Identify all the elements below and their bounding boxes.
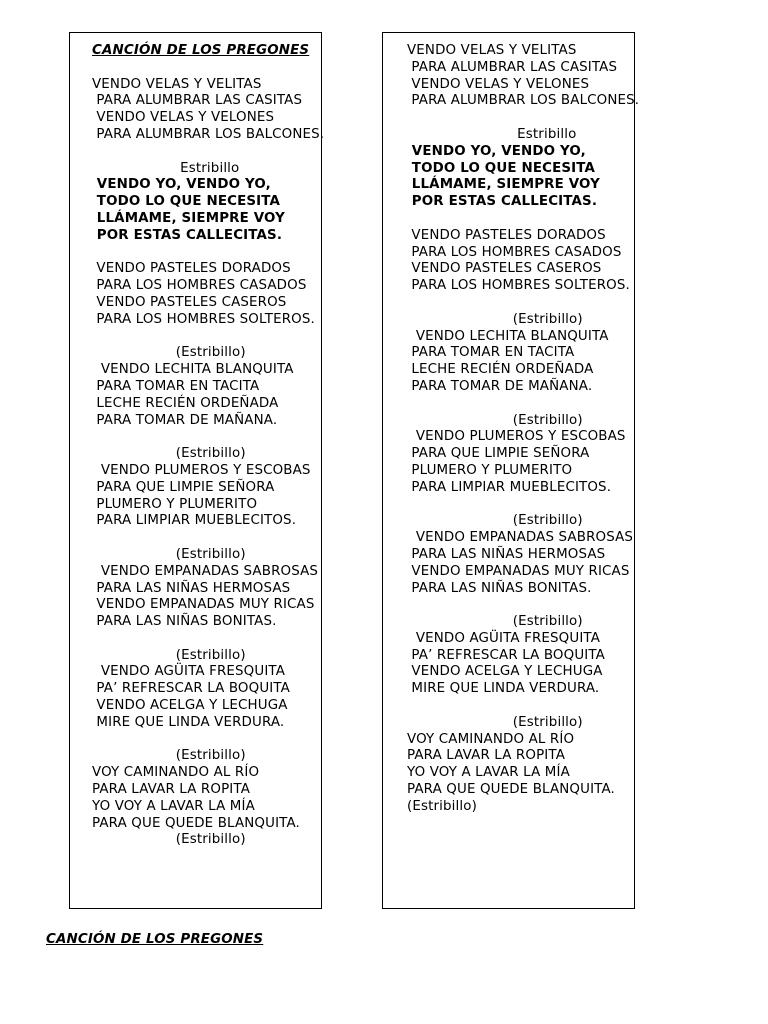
lyric-line: VENDO VELAS Y VELONES: [407, 76, 590, 92]
lyric-line: PARA ALUMBRAR LOS BALCONES.: [92, 126, 325, 142]
chorus-marker: (Estribillo): [92, 446, 246, 462]
stanza-spacer: [92, 429, 324, 446]
chorus-marker: (Estribillo): [92, 748, 246, 764]
lyric-line: PARA LAS NIÑAS BONITAS.: [92, 614, 277, 630]
chorus-line: TODO LO QUE NECESITA: [407, 160, 596, 176]
lyric-line: PARA LAS NIÑAS HERMOSAS: [92, 580, 291, 596]
chorus-marker: (Estribillo): [92, 345, 246, 361]
right-song-lyrics: [407, 43, 639, 816]
lyric-line: VOY CAMINANDO AL RÍO: [92, 765, 260, 781]
chorus-marker: (Estribillo): [407, 311, 583, 327]
lyric-line: PARA LAVAR LA ROPITA: [407, 748, 566, 764]
lyric-line: MIRE QUE LINDA VERDURA.: [92, 714, 285, 730]
lyric-line: PARA QUE QUEDE BLANQUITA.: [92, 815, 300, 831]
lyric-line: PARA ALUMBRAR LAS CASITAS: [92, 93, 303, 109]
lyric-line: PARA QUE LIMPIE SEÑORA: [407, 446, 590, 462]
lyric-line: YO VOY A LAVAR LA MÍA: [407, 765, 570, 781]
left-song-lyrics: [92, 43, 324, 849]
lyric-line: YO VOY A LAVAR LA MÍA: [92, 798, 255, 814]
lyric-line: PARA LOS HOMBRES CASADOS: [407, 244, 622, 260]
stanza-spacer: [407, 396, 639, 413]
stanza-spacer: [407, 211, 639, 228]
chorus-line: POR ESTAS CALLECITAS.: [92, 227, 283, 243]
lyric-line: VENDO VELAS Y VELITAS: [407, 43, 577, 58]
lyric-line: VENDO EMPANADAS SABROSAS: [407, 530, 634, 546]
chorus-marker: Estribillo: [407, 126, 577, 142]
chorus-marker: (Estribillo): [92, 832, 246, 848]
lyric-line: PARA QUE LIMPIE SEÑORA: [92, 479, 275, 495]
lyric-line: PARA TOMAR EN TACITA: [407, 345, 575, 361]
lyric-line: PARA LOS HOMBRES SOLTEROS.: [407, 278, 630, 294]
chorus-marker: (Estribillo): [92, 647, 246, 663]
stanza-spacer: [407, 597, 639, 614]
lyric-line: VENDO LECHITA BLANQUITA: [407, 328, 609, 344]
lyric-line: LECHE RECIÉN ORDEÑADA: [92, 395, 279, 411]
lyric-line: PARA LIMPIAR MUEBLECITOS.: [92, 513, 297, 529]
lyric-line: LECHE RECIÉN ORDEÑADA: [407, 362, 594, 378]
lyric-line: PARA LAS NIÑAS BONITAS.: [407, 580, 592, 596]
lyric-line: PARA ALUMBRAR LOS BALCONES.: [407, 93, 640, 109]
chorus-marker: (Estribillo): [407, 798, 478, 814]
chorus-line: TODO LO QUE NECESITA: [92, 194, 281, 210]
lyric-line: VENDO PASTELES CASEROS: [407, 261, 602, 277]
bottom-song-title: CANCIÓN DE LOS PREGONES: [46, 932, 264, 947]
lyric-line: VENDO EMPANADAS SABROSAS: [92, 563, 319, 579]
stanza-spacer: [92, 631, 324, 648]
lyric-line: PLUMERO Y PLUMERITO: [92, 496, 258, 512]
lyric-line: MIRE QUE LINDA VERDURA.: [407, 681, 600, 697]
stanza-spacer: [92, 329, 324, 346]
lyric-line: VENDO EMPANADAS MUY RICAS: [92, 597, 315, 613]
chorus-line: VENDO YO, VENDO YO,: [92, 177, 271, 193]
stanza-spacer: [92, 60, 324, 77]
chorus-line: LLÁMAME, SIEMPRE VOY: [92, 210, 285, 226]
chorus-marker: (Estribillo): [407, 714, 583, 730]
lyric-line: VENDO PASTELES DORADOS: [407, 227, 606, 243]
lyric-line: VENDO ACELGA Y LECHUGA: [92, 698, 288, 714]
lyric-line: PLUMERO Y PLUMERITO: [407, 462, 573, 478]
lyric-line: PARA TOMAR DE MAÑANA.: [92, 412, 278, 428]
chorus-line: LLÁMAME, SIEMPRE VOY: [407, 177, 600, 193]
lyric-line: PARA QUE QUEDE BLANQUITA.: [407, 782, 615, 798]
lyric-line: VENDO PASTELES CASEROS: [92, 294, 287, 310]
lyric-line: PARA ALUMBRAR LAS CASITAS: [407, 59, 618, 75]
stanza-spacer: [92, 245, 324, 262]
lyric-line: VENDO VELAS Y VELONES: [92, 110, 275, 126]
lyric-line: VENDO PLUMEROS Y ESCOBAS: [92, 462, 311, 478]
chorus-marker: (Estribillo): [407, 614, 583, 630]
lyric-line: VENDO PLUMEROS Y ESCOBAS: [407, 429, 626, 445]
chorus-marker: Estribillo: [92, 160, 240, 176]
stanza-spacer: [407, 698, 639, 715]
stanza-spacer: [92, 732, 324, 749]
chorus-marker: (Estribillo): [407, 513, 583, 529]
lyric-line: VENDO AGÜITA FRESQUITA: [92, 664, 286, 680]
lyric-line: PARA TOMAR EN TACITA: [92, 378, 260, 394]
lyric-line: PARA LAS NIÑAS HERMOSAS: [407, 546, 606, 562]
lyric-line: VENDO EMPANADAS MUY RICAS: [407, 563, 630, 579]
stanza-spacer: [407, 497, 639, 514]
chorus-line: POR ESTAS CALLECITAS.: [407, 194, 598, 210]
lyric-line: PA’ REFRESCAR LA BOQUITA: [407, 647, 605, 663]
lyric-line: PA’ REFRESCAR LA BOQUITA: [92, 681, 290, 697]
song-title: CANCIÓN DE LOS PREGONES: [92, 43, 310, 58]
chorus-marker: (Estribillo): [92, 546, 246, 562]
lyric-line: VENDO VELAS Y VELITAS: [92, 76, 262, 92]
lyric-line: VOY CAMINANDO AL RÍO: [407, 731, 575, 747]
lyric-line: VENDO AGÜITA FRESQUITA: [407, 630, 601, 646]
lyric-line: VENDO ACELGA Y LECHUGA: [407, 664, 603, 680]
lyric-line: PARA LOS HOMBRES CASADOS: [92, 278, 307, 294]
stanza-spacer: [407, 295, 639, 312]
lyric-line: VENDO LECHITA BLANQUITA: [92, 362, 294, 378]
lyric-line: PARA LOS HOMBRES SOLTEROS.: [92, 311, 315, 327]
stanza-spacer: [92, 530, 324, 547]
stanza-spacer: [407, 110, 639, 127]
lyric-line: VENDO PASTELES DORADOS: [92, 261, 291, 277]
lyric-line: PARA LIMPIAR MUEBLECITOS.: [407, 479, 612, 495]
stanza-spacer: [92, 144, 324, 161]
lyric-line: PARA TOMAR DE MAÑANA.: [407, 378, 593, 394]
lyric-line: PARA LAVAR LA ROPITA: [92, 782, 251, 798]
chorus-marker: (Estribillo): [407, 412, 583, 428]
chorus-line: VENDO YO, VENDO YO,: [407, 143, 586, 159]
